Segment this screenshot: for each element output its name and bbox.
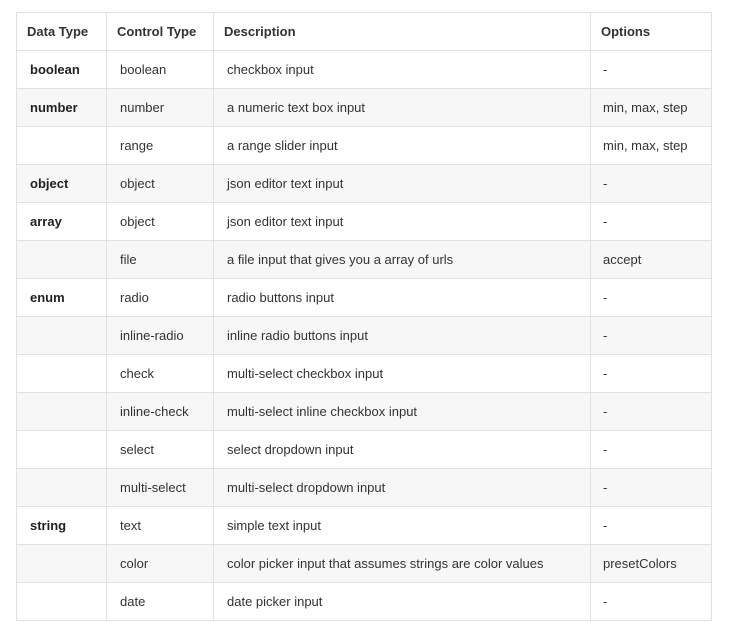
cell-options: - [591, 469, 712, 507]
cell-data-type: string [17, 507, 107, 545]
cell-description: json editor text input [214, 203, 591, 241]
cell-data-type [17, 469, 107, 507]
cell-data-type [17, 355, 107, 393]
cell-description: color picker input that assumes strings are color values [214, 545, 591, 583]
cell-data-type: enum [17, 279, 107, 317]
cell-options: accept [591, 241, 712, 279]
table-row [17, 469, 712, 507]
header-data-type: Data Type [17, 13, 107, 51]
cell-description: multi-select checkbox input [214, 355, 591, 393]
cell-control-type: boolean [107, 51, 214, 89]
cell-options: - [591, 203, 712, 241]
cell-description: select dropdown input [214, 431, 591, 469]
cell-description: a file input that gives you a array of urls [214, 241, 591, 279]
cell-control-type: radio [107, 279, 214, 317]
cell-data-type: boolean [17, 51, 107, 89]
cell-data-type [17, 241, 107, 279]
cell-control-type: number [107, 89, 214, 127]
cell-description: date picker input [214, 583, 591, 621]
table-row [17, 241, 712, 279]
cell-options: - [591, 583, 712, 621]
cell-options: presetColors [591, 545, 712, 583]
cell-data-type [17, 583, 107, 621]
cell-options: - [591, 393, 712, 431]
table-row [17, 51, 712, 89]
cell-description: multi-select inline checkbox input [214, 393, 591, 431]
cell-description: radio buttons input [214, 279, 591, 317]
cell-description: simple text input [214, 507, 591, 545]
cell-data-type [17, 545, 107, 583]
table-row [17, 583, 712, 621]
cell-control-type: object [107, 203, 214, 241]
table-row [17, 317, 712, 355]
cell-control-type: date [107, 583, 214, 621]
cell-control-type: inline-radio [107, 317, 214, 355]
cell-data-type [17, 393, 107, 431]
table-row [17, 127, 712, 165]
cell-control-type: select [107, 431, 214, 469]
cell-options: - [591, 431, 712, 469]
cell-control-type: range [107, 127, 214, 165]
cell-description: a numeric text box input [214, 89, 591, 127]
cell-control-type: color [107, 545, 214, 583]
table-row [17, 431, 712, 469]
cell-options: - [591, 355, 712, 393]
cell-options: - [591, 51, 712, 89]
cell-options: min, max, step [591, 127, 712, 165]
controls-table-container [16, 12, 711, 621]
table-row [17, 393, 712, 431]
cell-data-type: array [17, 203, 107, 241]
cell-control-type: text [107, 507, 214, 545]
table-header-row [17, 13, 712, 51]
cell-options: - [591, 165, 712, 203]
cell-options: - [591, 507, 712, 545]
cell-control-type: inline-check [107, 393, 214, 431]
table-row [17, 165, 712, 203]
cell-control-type: file [107, 241, 214, 279]
header-description: Description [214, 13, 591, 51]
table-row [17, 89, 712, 127]
cell-data-type [17, 127, 107, 165]
cell-options: - [591, 279, 712, 317]
cell-description: inline radio buttons input [214, 317, 591, 355]
table-row [17, 279, 712, 317]
cell-description: json editor text input [214, 165, 591, 203]
cell-data-type: object [17, 165, 107, 203]
controls-table [16, 12, 712, 621]
cell-control-type: check [107, 355, 214, 393]
cell-description: checkbox input [214, 51, 591, 89]
cell-description: multi-select dropdown input [214, 469, 591, 507]
table-row [17, 507, 712, 545]
cell-options: min, max, step [591, 89, 712, 127]
table-row [17, 203, 712, 241]
header-control-type: Control Type [107, 13, 214, 51]
cell-options: - [591, 317, 712, 355]
table-row [17, 355, 712, 393]
header-options: Options [591, 13, 712, 51]
cell-data-type [17, 431, 107, 469]
cell-data-type: number [17, 89, 107, 127]
cell-data-type [17, 317, 107, 355]
table-row [17, 545, 712, 583]
cell-description: a range slider input [214, 127, 591, 165]
cell-control-type: object [107, 165, 214, 203]
cell-control-type: multi-select [107, 469, 214, 507]
